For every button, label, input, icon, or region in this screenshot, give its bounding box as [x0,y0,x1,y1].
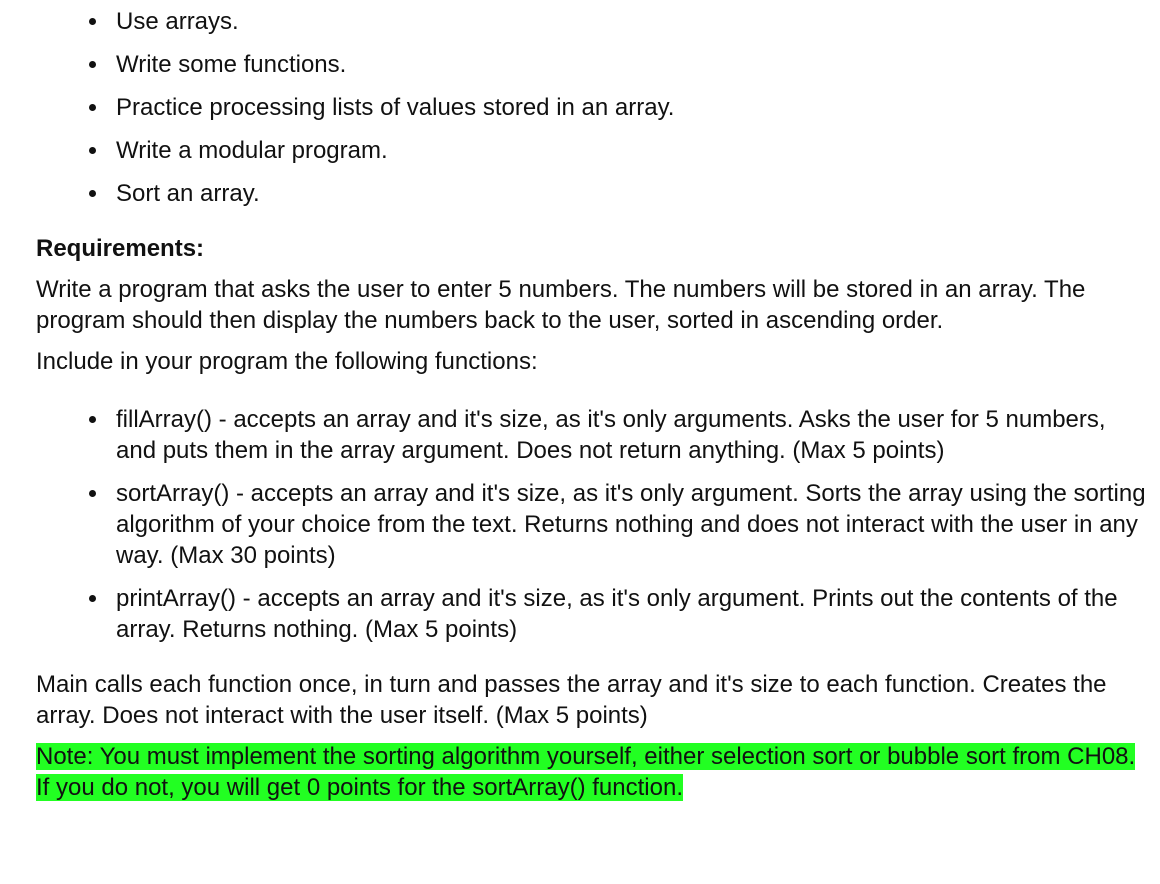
requirements-intro: Write a program that asks the user to enter 5 numbers. The numbers will be stored in an array. The program should then display the numbers back to the user, sorted in ascending order. [36,276,1086,334]
objective-text: Write a modular program. [116,137,388,164]
objectives-list [36,0,1140,209]
objective-text: Practice processing lists of values stored in an array. [116,94,675,121]
objective-item [36,178,1140,209]
objective-item [36,135,1140,166]
function-item-printarray [36,583,1146,645]
function-text: printArray() - accepts an array and it's size, as it's only argument. Prints out the contents of the array. Returns nothing. (Max 5 points) [116,585,1118,643]
objective-item [36,92,1140,123]
functions-list [36,404,1146,645]
objective-text: Use arrays. [116,8,239,35]
objective-item [36,6,1140,37]
bullet-icon [89,595,96,602]
function-item-fillarray [36,404,1146,466]
bullet-icon [89,18,96,25]
bullet-icon [89,490,96,497]
functions-intro: Include in your program the following functions: [36,348,538,375]
function-text: sortArray() - accepts an array and it's size, as it's only argument. Sorts the array using the sorting algorithm of your choice from the text. Returns nothing and does not interact with the user in any way. (Max 30 points) [116,480,1146,569]
objective-text: Sort an array. [116,180,260,207]
function-item-sortarray [36,478,1160,571]
highlighted-note: Note: You must implement the sorting algorithm yourself, either selection sort or bubble sort from CH08. If you do not, you will get 0 points for the sortArray() function. [36,743,1136,801]
objective-item [36,49,1140,80]
objective-text: Write some functions. [116,51,347,78]
bullet-icon [89,190,96,197]
note-paragraph [36,741,1136,803]
bullet-icon [89,147,96,154]
bullet-icon [89,416,96,423]
bullet-icon [89,104,96,111]
main-description: Main calls each function once, in turn and passes the array and it's size to each function. Creates the array. Does not interact with the user itself. (Max 5 points) [36,671,1107,729]
bullet-icon [89,61,96,68]
requirements-heading: Requirements: [36,235,205,262]
function-text: fillArray() - accepts an array and it's size, as it's only arguments. Asks the user for 5 numbers, and puts them in the array argument. Does not return anything. (Max 5 points) [116,406,1106,464]
